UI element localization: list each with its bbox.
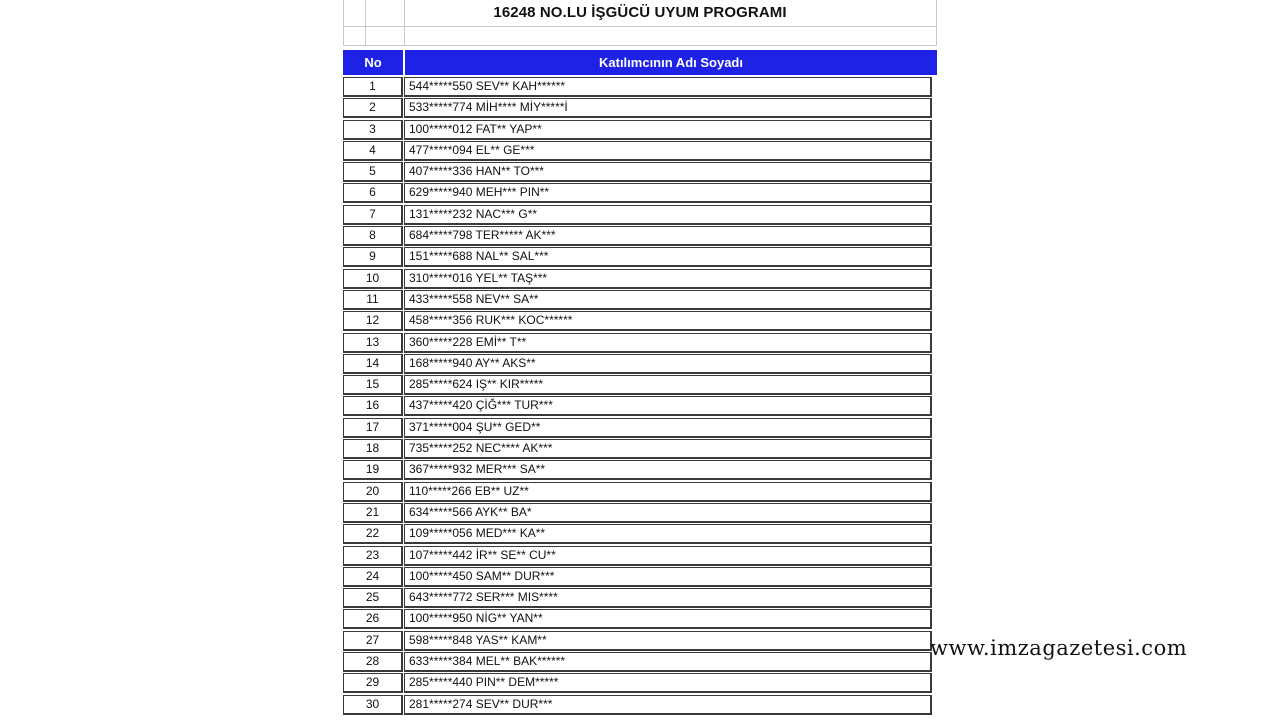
spreadsheet-document <box>343 0 937 720</box>
participant-name-cell: 629*****940 MEH*** PIN** <box>404 183 932 203</box>
participant-name-cell: 407*****336 HAN** TO*** <box>404 162 932 182</box>
table-row <box>343 310 937 331</box>
row-number-cell: 20 <box>343 482 403 502</box>
table-row <box>343 502 937 523</box>
document-title: 16248 NO.LU İŞGÜCÜ UYUM PROGRAMI <box>493 4 787 21</box>
table-row <box>343 651 937 672</box>
table-row <box>343 161 937 182</box>
table-row <box>343 182 937 203</box>
row-number-cell: 2 <box>343 98 403 118</box>
table-row <box>343 97 937 118</box>
table-row <box>343 353 937 374</box>
participant-name-cell: 107*****442 İR** SE** CU** <box>404 546 932 566</box>
table-row <box>343 332 937 353</box>
participant-name-cell: 360*****228 EMİ** T** <box>404 333 932 353</box>
table-row <box>343 140 937 161</box>
row-number-cell: 17 <box>343 418 403 438</box>
table-row <box>343 459 937 480</box>
participant-name-cell: 433*****558 NEV** SA** <box>404 290 932 310</box>
table-row <box>343 630 937 651</box>
participant-name-cell: 285*****440 PIN** DEM***** <box>404 673 932 693</box>
row-number-cell: 10 <box>343 269 403 289</box>
row-number-cell: 5 <box>343 162 403 182</box>
participant-name-cell: 684*****798 TER***** AK*** <box>404 226 932 246</box>
participant-name-cell: 100*****950 NİG** YAN** <box>404 609 932 629</box>
row-number-cell: 29 <box>343 673 403 693</box>
row-number-cell: 24 <box>343 567 403 587</box>
table-row <box>343 672 937 693</box>
table-row <box>343 694 937 715</box>
participant-name-cell: 544*****550 SEV** KAH****** <box>404 77 932 97</box>
table-row <box>343 587 937 608</box>
row-number-cell: 25 <box>343 588 403 608</box>
table-row <box>343 545 937 566</box>
grid-line <box>343 45 937 46</box>
table-row <box>343 523 937 544</box>
table-row <box>343 417 937 438</box>
table-row <box>343 268 937 289</box>
grid-line <box>343 26 937 27</box>
table-row <box>343 566 937 587</box>
table-row <box>343 481 937 502</box>
row-number-cell: 21 <box>343 503 403 523</box>
participant-name-cell: 131*****232 NAC*** G** <box>404 205 932 225</box>
table-row <box>343 395 937 416</box>
row-number-cell: 15 <box>343 375 403 395</box>
row-number-cell: 7 <box>343 205 403 225</box>
participant-name-cell: 643*****772 SER*** MIS**** <box>404 588 932 608</box>
row-number-cell: 13 <box>343 333 403 353</box>
table-row <box>343 76 937 97</box>
participant-name-cell: 100*****450 SAM** DUR*** <box>404 567 932 587</box>
participant-name-cell: 598*****848 YAS** KAM** <box>404 631 932 651</box>
participant-name-cell: 109*****056 MED*** KA** <box>404 524 932 544</box>
participant-name-cell: 371*****004 ŞU** GED** <box>404 418 932 438</box>
table-row <box>343 289 937 310</box>
row-number-cell: 6 <box>343 183 403 203</box>
row-number-cell: 8 <box>343 226 403 246</box>
row-number-cell: 3 <box>343 120 403 140</box>
participant-name-cell: 437*****420 ÇİĞ*** TUR*** <box>404 396 932 416</box>
row-number-cell: 22 <box>343 524 403 544</box>
table-row <box>343 119 937 140</box>
header-no: No <box>343 50 405 75</box>
table-row <box>343 438 937 459</box>
participant-name-cell: 151*****688 NAL** SAL*** <box>404 247 932 267</box>
participant-name-cell: 735*****252 NEC**** AK*** <box>404 439 932 459</box>
watermark: www.imzagazetesi.com <box>930 636 1188 660</box>
row-number-cell: 1 <box>343 77 403 97</box>
participant-name-cell: 633*****384 MEL** BAK****** <box>404 652 932 672</box>
row-number-cell: 28 <box>343 652 403 672</box>
row-number-cell: 12 <box>343 311 403 331</box>
table-row <box>343 204 937 225</box>
participant-name-cell: 110*****266 EB** UZ** <box>404 482 932 502</box>
participant-name-cell: 477*****094 EL** GE*** <box>404 141 932 161</box>
participant-name-cell: 634*****566 AYK** BA* <box>404 503 932 523</box>
participant-name-cell: 285*****624 IŞ** KIR***** <box>404 375 932 395</box>
row-number-cell: 4 <box>343 141 403 161</box>
row-number-cell: 27 <box>343 631 403 651</box>
table-header <box>343 50 937 75</box>
row-number-cell: 14 <box>343 354 403 374</box>
participant-name-cell: 281*****274 SEV** DUR*** <box>404 695 932 715</box>
participant-name-cell: 100*****012 FAT** YAP** <box>404 120 932 140</box>
row-number-cell: 18 <box>343 439 403 459</box>
participant-name-cell: 458*****356 RUK*** KOC****** <box>404 311 932 331</box>
row-number-cell: 16 <box>343 396 403 416</box>
participant-name-cell: 310*****016 YEL** TAŞ*** <box>404 269 932 289</box>
row-number-cell: 9 <box>343 247 403 267</box>
table-row <box>343 246 937 267</box>
row-number-cell: 11 <box>343 290 403 310</box>
row-number-cell: 19 <box>343 460 403 480</box>
participant-name-cell: 533*****774 MİH**** MİY*****İ <box>404 98 932 118</box>
table-row <box>343 374 937 395</box>
participant-table-body <box>343 76 937 715</box>
row-number-cell: 23 <box>343 546 403 566</box>
participant-name-cell: 168*****940 AY** AKS** <box>404 354 932 374</box>
participant-name-cell: 367*****932 MER*** SA** <box>404 460 932 480</box>
row-number-cell: 30 <box>343 695 403 715</box>
table-row <box>343 225 937 246</box>
row-number-cell: 26 <box>343 609 403 629</box>
table-row <box>343 608 937 629</box>
header-participant-name: Katılımcının Adı Soyadı <box>599 55 743 70</box>
